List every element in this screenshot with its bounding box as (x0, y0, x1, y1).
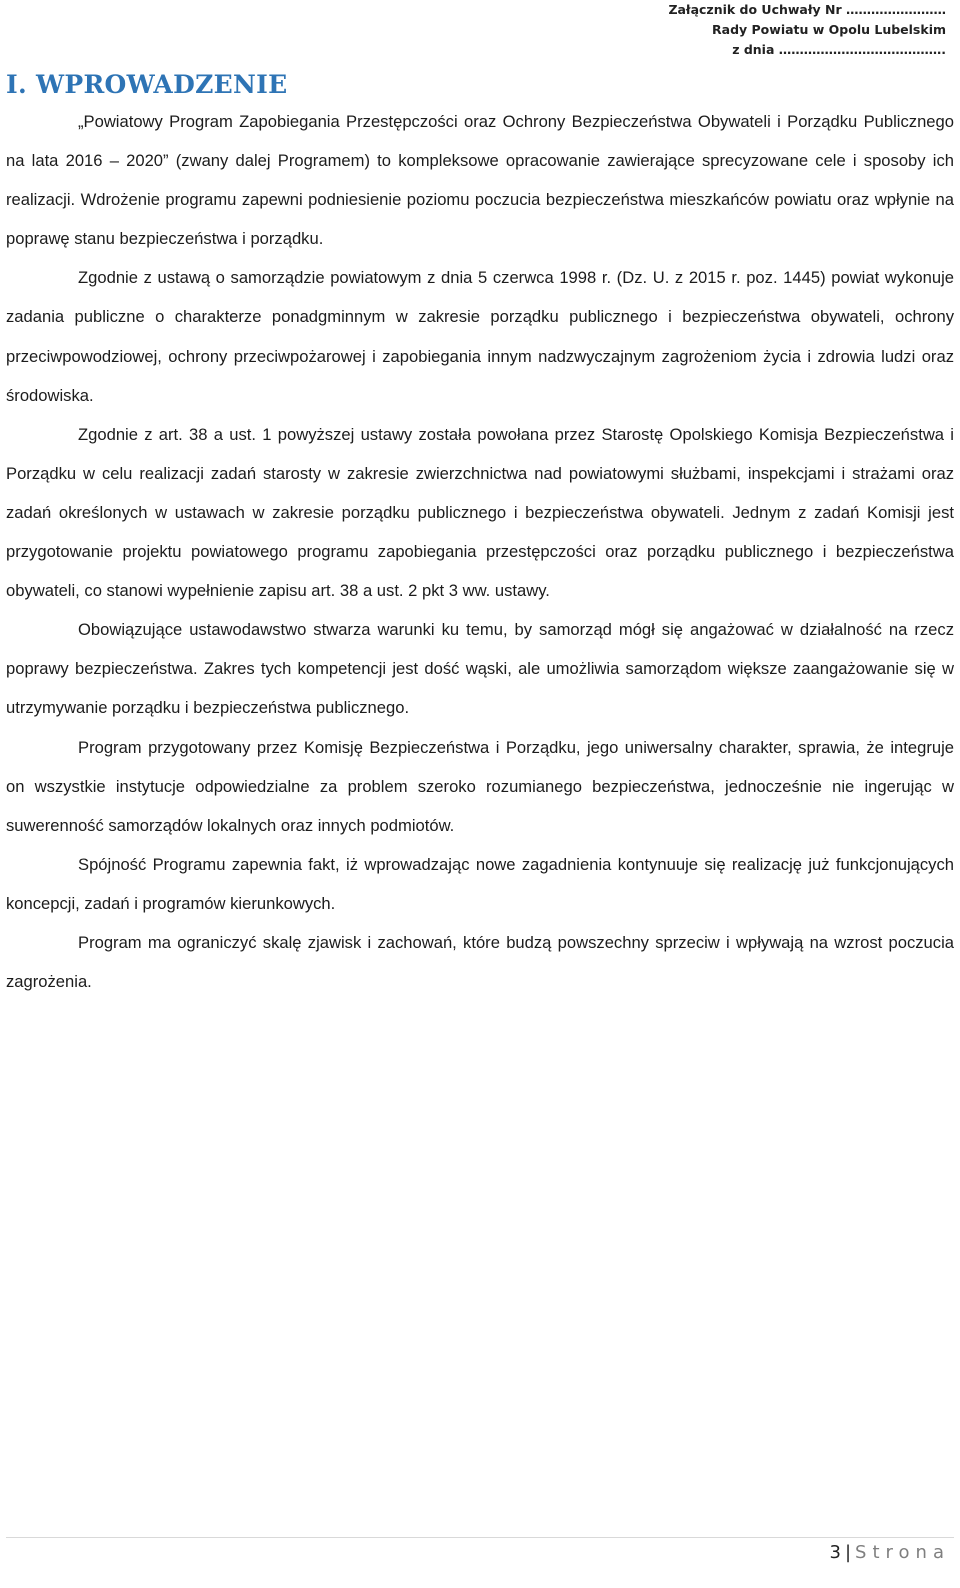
paragraph-coherence: Spójność Programu zapewnia fakt, iż wprowadzając nowe zagadnienia kontynuuje się realizację już funkcjonujących koncepcji, zadań i programów kierunkowych. (6, 854, 954, 913)
page-label: Strona (855, 1542, 950, 1563)
document-body (6, 102, 954, 1001)
paragraph-legislation: Obowiązujące ustawodawstwo stwarza warunki ku temu, by samorząd mógł się angażować w działalność na rzecz poprawy bezpieczeństwa. Zakres tych kompetencji jest dość wąski, ale umożliwia samorządom większe zaangażowanie się w utrzymywanie porządku i bezpieczeństwa publicznego. (6, 620, 954, 718)
paragraph-county-law: Zgodnie z ustawą o samorządzie powiatowym z dnia 5 czerwca 1998 r. (Dz. U. z 2015 r. poz. 1445) powiat wykonuje zadania publiczne o charakterze ponadgminnym w zakresie porządku publicznego i bezpieczeństwa obywateli, ochrony przeciwpowodziowej, ochrony przeciwpożarowej i zapobiegania innym nadzwyczajnym zagrożeniom życia i zdrowia ludzi oraz środowiska. (6, 268, 954, 405)
header-line-council: Rady Powiatu w Opolu Lubelskim (712, 22, 946, 37)
footer-divider (6, 1537, 954, 1538)
footer-separator: | (844, 1542, 852, 1563)
page-number: 3 (829, 1542, 841, 1563)
paragraph-commission: Zgodnie z art. 38 a ust. 1 powyższej ustawy została powołana przez Starostę Opolskiego Komisja Bezpieczeństwa i Porządku w celu realizacji zadań starosty w zakresie zwierzchnictwa nad powiatowymi służbami, inspekcjami i strażami oraz zadań określonych w ustawach w zakresie porządku publicznego i bezpieczeństwa obywateli. Jednym z zadań Komisji jest przygotowanie projektu powiatowego programu zapobiegania przestępczości oraz porządku publicznego i bezpieczeństwa obywateli, co stanowi wypełnienie zapisu art. 38 a ust. 2 pkt 3 ww. ustawy. (6, 424, 954, 601)
section-heading: I. WPROWADZENIE (6, 70, 288, 99)
paragraph-program-intro: „Powiatowy Program Zapobiegania Przestępczości oraz Ochrony Bezpieczeństwa Obywateli i Porządku Publicznego na lata 2016 – 2020” (zwany dalej Programem) to kompleksowe opracowanie zawierające sprecyzowane cele i sposoby ich realizacji. Wdrożenie programu zapewni podniesienie poziomu poczucia bezpieczeństwa mieszkańców powiatu oraz wpłynie na poprawę stanu bezpieczeństwa i porządku. (6, 112, 954, 249)
header-line-date: z dnia …………………………………. (732, 42, 946, 57)
paragraph-program-character: Program przygotowany przez Komisję Bezpieczeństwa i Porządku, jego uniwersalny charakter, sprawia, że integruje on wszystkie instytucje odpowiedzialne za problem szeroko rozumianego bezpieczeństwa, jednocześnie nie ingerując w suwerenność samorządów lokalnych oraz innych podmiotów. (6, 737, 954, 835)
page-footer (830, 1542, 950, 1563)
header-line-resolution: Załącznik do Uchwały Nr …………………… (668, 2, 946, 17)
attachment-header (668, 0, 946, 60)
paragraph-goal: Program ma ograniczyć skalę zjawisk i zachowań, które budzą powszechny sprzeciw i wpływają na wzrost poczucia zagrożenia. (6, 932, 954, 992)
